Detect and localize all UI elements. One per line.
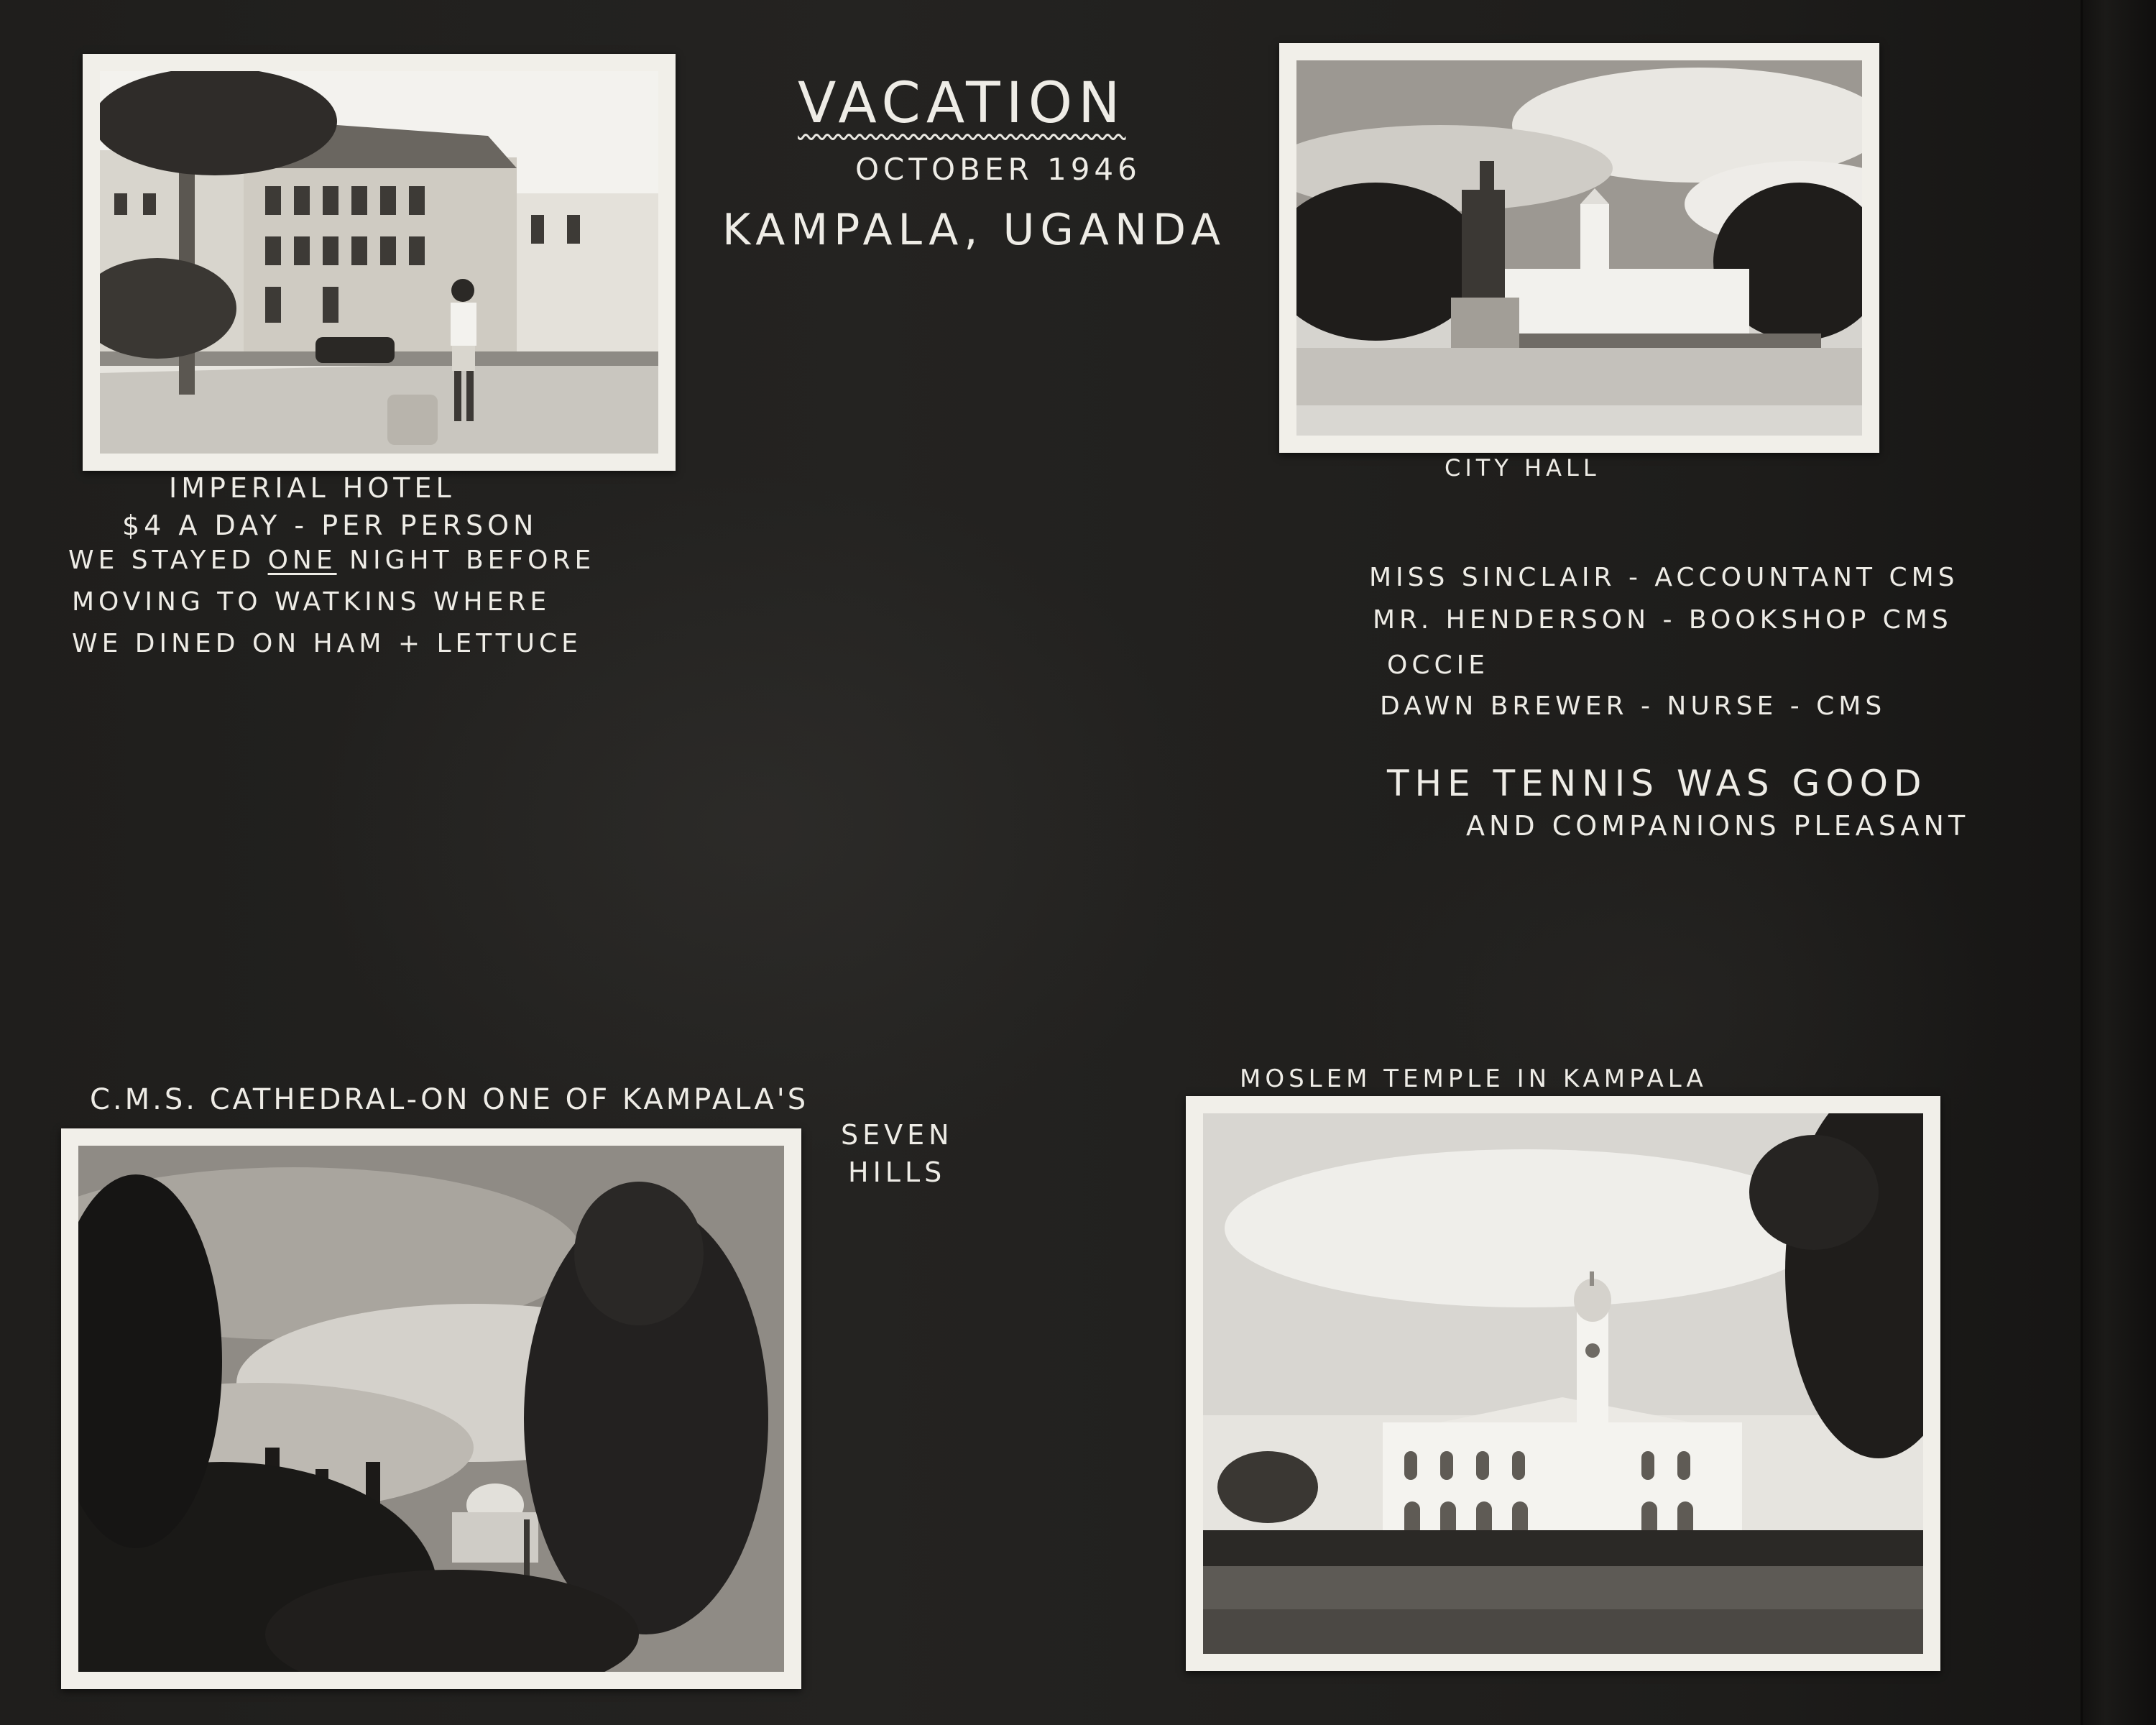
imperial-hotel-note-emph: ONE — [267, 546, 337, 575]
photo-city-hall-image — [1296, 60, 1862, 436]
people-note-1: MISS SINCLAIR - ACCOUNTANT CMS — [1369, 563, 1959, 592]
imperial-hotel-note-1 — [68, 548, 595, 574]
page-place: KAMPALA, UGANDA — [722, 205, 1227, 255]
album-binding — [2081, 0, 2156, 1725]
imperial-hotel-note-suffix: NIGHT BEFORE — [336, 546, 596, 575]
temple-caption: MOSLEM TEMPLE IN KAMPALA — [1240, 1064, 1708, 1093]
tennis-note-1: THE TENNIS WAS GOOD — [1387, 763, 1927, 804]
cathedral-caption: C.M.S. CATHEDRAL-ON ONE OF KAMPALA'S — [90, 1083, 809, 1116]
tennis-note-2: AND COMPANIONS PLEASANT — [1466, 810, 1970, 842]
page-date: OCTOBER 1946 — [855, 152, 1141, 187]
photo-cathedral-image — [78, 1146, 784, 1672]
photo-imperial-hotel-image — [100, 71, 658, 454]
imperial-hotel-caption-1: IMPERIAL HOTEL — [169, 472, 456, 504]
imperial-hotel-note-3: WE DINED ON HAM + LETTUCE — [72, 629, 582, 658]
photo-cathedral — [61, 1128, 801, 1689]
imperial-hotel-caption-2: $4 A DAY - PER PERSON — [122, 510, 538, 541]
city-hall-caption: CITY HALL — [1445, 454, 1600, 482]
photo-moslem-temple-image — [1203, 1113, 1923, 1654]
photo-city-hall — [1279, 43, 1879, 453]
cathedral-caption-cont-1: SEVEN — [841, 1119, 954, 1151]
page-title: VACATION — [798, 71, 1126, 136]
imperial-hotel-note-2: MOVING TO WATKINS WHERE — [72, 587, 551, 617]
photo-imperial-hotel — [83, 54, 676, 471]
people-note-3: OCCIE — [1387, 650, 1489, 680]
people-note-4: DAWN BREWER - NURSE - CMS — [1380, 691, 1886, 721]
imperial-hotel-note-prefix: WE STAYED — [68, 546, 268, 575]
photo-moslem-temple — [1186, 1096, 1940, 1671]
people-note-2: MR. HENDERSON - BOOKSHOP CMS — [1373, 605, 1953, 635]
cathedral-caption-cont-2: HILLS — [848, 1156, 946, 1188]
